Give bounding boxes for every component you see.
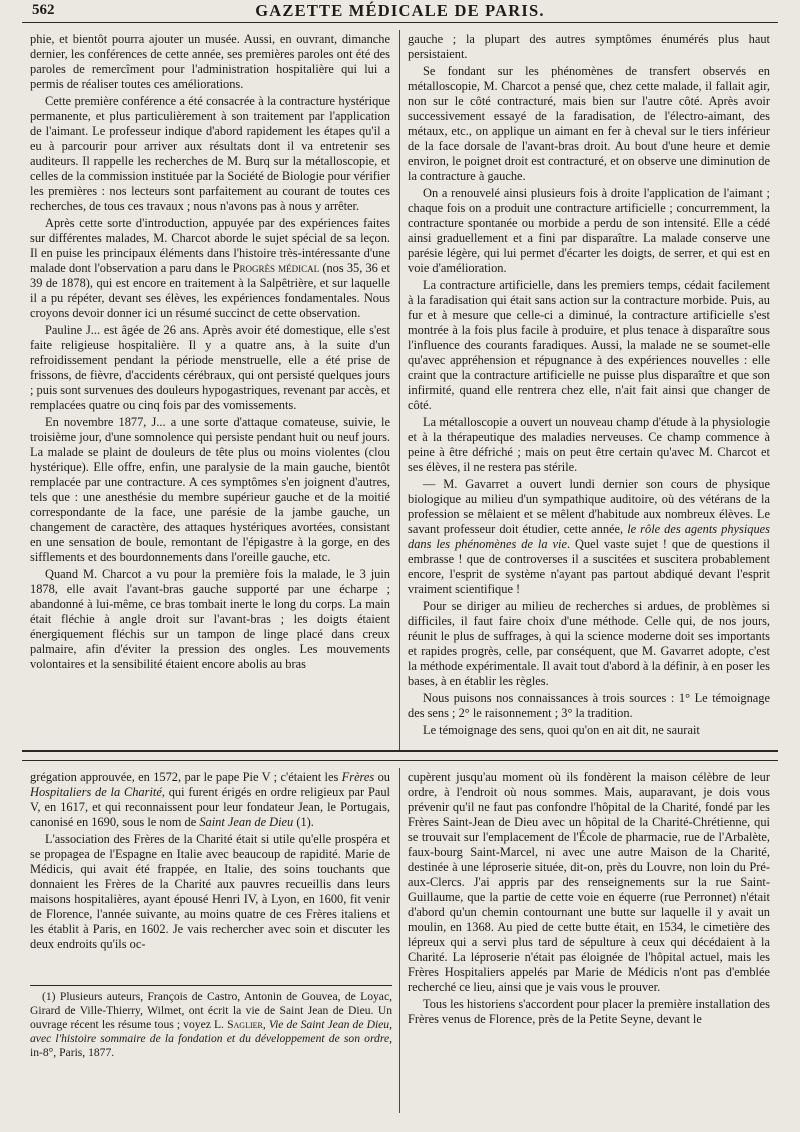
footnote-rule [30,985,392,986]
course-topic: le rôle des agents physiques dans les phénomènes de la vie [408,522,770,551]
paragraph: cupèrent jusqu'au moment où ils fondèrent la maison célèbre de leur ordre, à l'endroit où nous sommes. Mais, auparavant, je dois vous prévenir qu'il ne faut pas confondre l'hôpital de la Charité, fondé par les Frères Saint-Jean de Dieu avec un hôpital de la Charité-Chrétienne, qui se trouvait sur l'emplacement de l'École de pharmacie, rue de l'Arbalète, faux-bourg Saint-Marcel, ni avec une autre Maison de la Charité, destinée à une léproserie située, dit-on, près du Louvre, non loin du Pré-aux-Clercs. J'ai appris par des renseignements sur la rue Saint-Guillaume, que la partie de cette voie en équerre (rue Perronnet) n'était d'abord qu'un chemin contournant une butte sur laquelle il y avait un moulin, en 1368. Au pied de cette butte était, en 1534, le cimetière des lépreux qui a servi plus tard de sépulture à ceux qui décédaient à la Charité. La léproserie n'était pas éloignée de l'hôpital actuel, mais les Frères Hospitaliers appelés par Marie de Médicis n'ont pas d'emblée recherché ce lieu, ainsi que je vais vous le prouver. [408,770,770,994]
paragraph: grégation approuvée, en 1572, par le pape Pie V ; c'étaient les Frères ou Hospitaliers de la Charité, qui furent érigés en ordre religieux par Paul V, en 1617, et qui reconnaissent pour leur fondateur Jean, le Portugais, canonisé en 1690, sous le nom de Saint Jean de Dieu (1). [30,770,390,829]
footnote-text: (1) Plusieurs auteurs, François de Castro, Antonin de Gouvea, de Loyac, Girard de Ville-Thierry, Wilmet, ont écrit la vie de Saint Jean de Dieu. Un ouvrage récent les résume tous ; voyez L. Saglier, Vie de Saint Jean de Dieu, avec l'histoire sommaire de la fondation et du développement de son ordre, in-8°, Paris, 1877. [30,990,392,1059]
column-divider [399,768,400,1113]
journal-reference: Progrès médical [232,261,320,275]
paragraph: Pour se diriger au milieu de recherches si ardues, de problèmes si difficiles, il faut faire choix d'une méthode. Celle qui, de nos jours, réunit le plus de suffrages, à qui la science moderne doit ses importants et rapides progrès, celle, par conséquent, que M. Gavarret adopte, c'est la méthode expérimentale. Il avait tout d'abord à la définir, à en poser les bases, à en établir les règles. [408,599,770,688]
footnote [30,990,392,1100]
paragraph: Tous les historiens s'accordent pour placer la première installation des Frères venus de Florence, près de la Petite Seyne, devant le [408,997,770,1026]
paragraph: L'association des Frères de la Charité était si utile qu'elle prospéra et se propagea de l'Espagne en Italie avec beaucoup de rapidité. Marie de Médicis, qui avait été frappée, en Italie, des soins touchants que donnaient les Frères de la Charité aux pauvres recueillis dans leurs maisons hospitalières, ayant épousé Henri IV, à Lyon, en 1600, fit venir de Florence, l'année suivante, au moins quatre de ces Frères italiens et les établit à Paris, en 1602. Je vais rechercher avec soin et discuter les deux endroits qu'ils oc- [30,832,390,951]
page-header [22,0,778,23]
section-divider [22,760,778,761]
paragraph: Cette première conférence a été consacrée à la contracture hystérique permanente, et plus particulièrement à son traitement par l'application de l'aimant. Le professeur indique d'abord rapidement les étapes qu'il a eu à parcourir pour arriver aux résultats dont il va entretenir ses auditeurs. Il rappelle les recherches de M. Burq sur la métalloscopie, et celles de la commission instituée par la Société de Biologie pour vérifier les premières : nos lecteurs sont parfaitement au courant de toutes ces recherches, de tous ces travaux ; nous n'avons pas à nous y arrêter. [30,94,390,213]
section-divider [22,750,778,752]
paragraph: En novembre 1877, J... a une sorte d'attaque comateuse, suivie, le troisième jour, d'une somnolence qui persiste pendant huit ou neuf jours. La malade se plaint de douleurs de tête plus ou moins violentes (clou hystérique). Elle offre, enfin, une paralysie de la main gauche, bientôt remplacée par une contracture. A ces symptômes s'en joignent d'autres, tels que : une anesthésie du membre supérieur gauche et de la moitié correspondante de la face, une parésie de la jambe gauche, un changement de caractère, des attaques hystériques avortées, consistant en une sensation de boule, remontant de l'épigastre à la gorge, en des sifflements et des bourdonnements dans l'oreille gauche, etc. [30,415,390,564]
column-top-right [408,32,770,742]
column-bottom-right [408,770,770,1115]
paragraph: Se fondant sur les phénomènes de transfert observés en métalloscopie, M. Charcot a pensé que, chez cette malade, il fallait agir, non sur le côté contracturé, mais bien sur l'autre côté. Après avoir successivement essayé de la faradisation, de l'électro-aimant, des métaux, etc., on applique un aimant en fer à cheval sur le tiers inférieur de la face dorsale de l'avant-bras droit. Au bout d'une heure et demie environ, le poignet droit est contracturé, et on observe une diminution de la contracture à gauche. [408,64,770,183]
paragraph: — M. Gavarret a ouvert lundi dernier son cours de physique biologique au milieu d'un sympathique auditoire, où des vétérans de la profession se mêlaient et se mêlent d'habitude aux nombreux élèves. Le savant professeur doit étudier, cette année, le rôle des agents physiques dans les phénomènes de la vie. Quel vaste sujet ! que de questions il embrasse ! que de controverses il a suscitées et suscitera probablement encore, l'esprit de système n'ayant pas partout abdiqué devant l'esprit vraiment scientifique ! [408,477,770,596]
paragraph: La contracture artificielle, dans les premiers temps, cédait facilement à la faradisation qui était sans action sur la contracture morbide. Puis, au fur et à mesure que celle-ci a diminué, la contracture artificielle s'est montrée à la fois plus facile à produire, et plus tenace à disparaître sous l'influence des courants faradiques. Aussi, la malade ne se soumet-elle qu'avec appréhension et répugnance à des expériences nouvelles : elle craint que la contracture artificielle ne puisse plus disparaître et que son infirmité, quand elle rentrera chez elle, n'ait fait ainsi que changer de côté. [408,278,770,412]
paragraph: phie, et bientôt pourra ajouter un musée. Aussi, en ouvrant, dimanche dernier, les conférences de cette année, ses premières paroles ont été des paroles de remercîment pour l'administration hospitalière qui lui a permis de réaliser toutes ces améliorations. [30,32,390,91]
page-number: 562 [32,2,55,18]
paragraph: La métalloscopie a ouvert un nouveau champ d'étude à la physiologie et à la thérapeutique des maladies nerveuses. Ce champ commence à peine à être défriché ; mais on peut être certain qu'avec M. Charcot et ses élèves, il ne restera pas stérile. [408,415,770,474]
paragraph: Le témoignage des sens, quoi qu'on en ait dit, ne saurait [423,723,700,737]
paragraph: Après cette sorte d'introduction, appuyée par des expériences faites sur différentes malades, M. Charcot aborde le sujet spécial de sa leçon. Il en puise les principaux éléments dans l'histoire très-intéressante d'une malade dont l'observation a paru dans le Progrès médical (nos 35, 36 et 39 de 1878), qui est encore en traitement à la Salpêtrière, et sur laquelle il a pu répéter, devant ses élèves, les expériences fondamentales. Nous croyons devoir donner ici un résumé succinct de cette observation. [30,216,390,320]
column-bottom-left [30,770,390,984]
paragraph: Quand M. Charcot a vu pour la première fois la malade, le 3 juin 1878, elle avait l'avant-bras gauche supporté par une écharpe ; abandonné à lui-même, ce bras tombait inerte le long du corps. La main était fléchie à angle droit sur l'avant-bras ; les doigts étaient énergiquement fléchis sur un tampon de linge placé dans creux palmaire, afin d'éviter la pression des ongles. Les mouvements volontaires et la sensibilité étaient encore abolis au bras [30,567,390,671]
paragraph: On a renouvelé ainsi plusieurs fois à droite l'application de l'aimant ; chaque fois on a produit une contracture artificielle ; concurremment, la contracture spontanée ou morbide a perdu de son intensité. Elle a cédé ainsi graduellement et a fini par disparaître. La malade conserve une parésie légère, qui lui permet d'écarter les doigts, de serrer, et qui est en voie d'amélioration. [408,186,770,275]
paragraph: gauche ; la plupart des autres symptômes énumérés plus haut persistaient. [408,32,770,61]
column-top-left [30,32,390,742]
paragraph: Pauline J... est âgée de 26 ans. Après avoir été domestique, elle s'est faite religieuse hospitalière. Il y a quatre ans, à la suite d'un refroidissement pendant la période menstruelle, elle a été prise de frissons, de fièvre, d'accidents cérébraux, qui ont persisté quelques jours ; puis sont survenues des douleurs hypogastriques, revenant par accès, et remplacées quatre ou cinq fois par des vomissements. [30,323,390,412]
journal-title: GAZETTE MÉDICALE DE PARIS. [255,1,545,20]
paragraph: Nous puisons nos connaissances à trois sources : 1° Le témoignage des sens ; 2° le raisonnement ; 3° la tradition. [408,691,770,720]
column-divider [399,30,400,750]
